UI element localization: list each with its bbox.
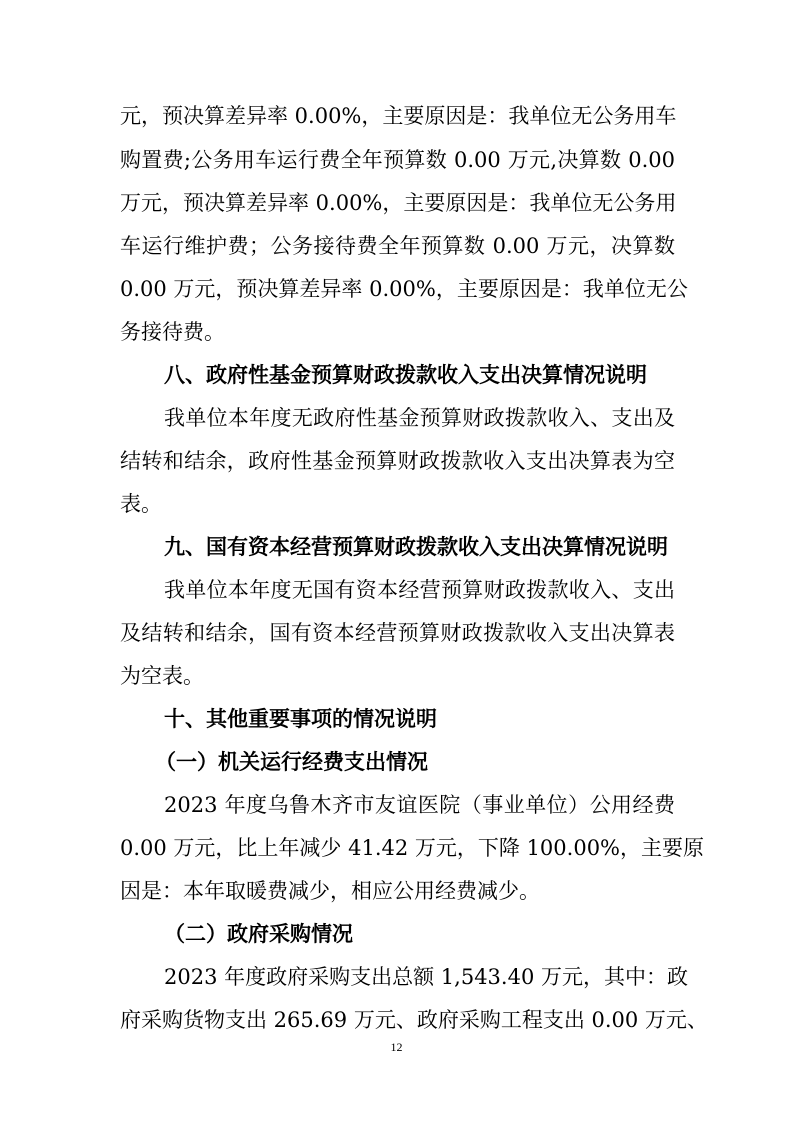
section-heading-10: 十、其他重要事项的情况说明 bbox=[164, 707, 437, 731]
paragraph-line: 因是：本年取暖费减少，相应公用经费减少。 bbox=[120, 879, 540, 903]
paragraph-line: 府采购货物支出 265.69 万元、政府采购工程支出 0.00 万元、 bbox=[120, 1008, 708, 1032]
paragraph-line: 表。 bbox=[120, 492, 162, 516]
section-heading-8: 八、政府性基金预算财政拨款收入支出决算情况说明 bbox=[164, 363, 647, 387]
paragraph-line: 0.00 万元，预决算差异率 0.00%，主要原因是：我单位无公 bbox=[120, 277, 688, 301]
paragraph-line: 0.00 万元，比上年减少 41.42 万元，下降 100.00%，主要原 bbox=[120, 836, 705, 860]
paragraph-line: 车运行维护费；公务接待费全年预算数 0.00 万元，决算数 bbox=[120, 234, 675, 258]
paragraph-line: 万元，预决算差异率 0.00%，主要原因是：我单位无公务用 bbox=[120, 191, 677, 215]
paragraph-line: 务接待费。 bbox=[120, 320, 225, 344]
page-number: 12 bbox=[390, 1040, 403, 1054]
subsection-heading-1: （一）机关运行经费支出情况 bbox=[155, 750, 428, 774]
paragraph-line: 我单位本年度无国有资本经营预算财政拨款收入、支出 bbox=[164, 578, 675, 602]
paragraph-line: 为空表。 bbox=[120, 664, 204, 688]
subsection-heading-2: （二）政府采购情况 bbox=[164, 922, 353, 946]
paragraph-line: 2023 年度乌鲁木齐市友谊医院（事业单位）公用经费 bbox=[164, 793, 675, 817]
paragraph-line: 结转和结余，政府性基金预算财政拨款收入支出决算表为空 bbox=[120, 449, 675, 473]
section-heading-9: 九、国有资本经营预算财政拨款收入支出决算情况说明 bbox=[164, 535, 668, 559]
paragraph-line: 购置费;公务用车运行费全年预算数 0.00 万元,决算数 0.00 bbox=[120, 148, 675, 172]
paragraph-line: 及结转和结余，国有资本经营预算财政拨款收入支出决算表 bbox=[120, 621, 675, 645]
paragraph-line: 元，预决算差异率 0.00%，主要原因是：我单位无公务用车 bbox=[120, 104, 677, 128]
paragraph-line: 2023 年度政府采购支出总额 1,543.40 万元，其中：政 bbox=[164, 965, 688, 989]
paragraph-line: 我单位本年度无政府性基金预算财政拨款收入、支出及 bbox=[164, 406, 675, 430]
